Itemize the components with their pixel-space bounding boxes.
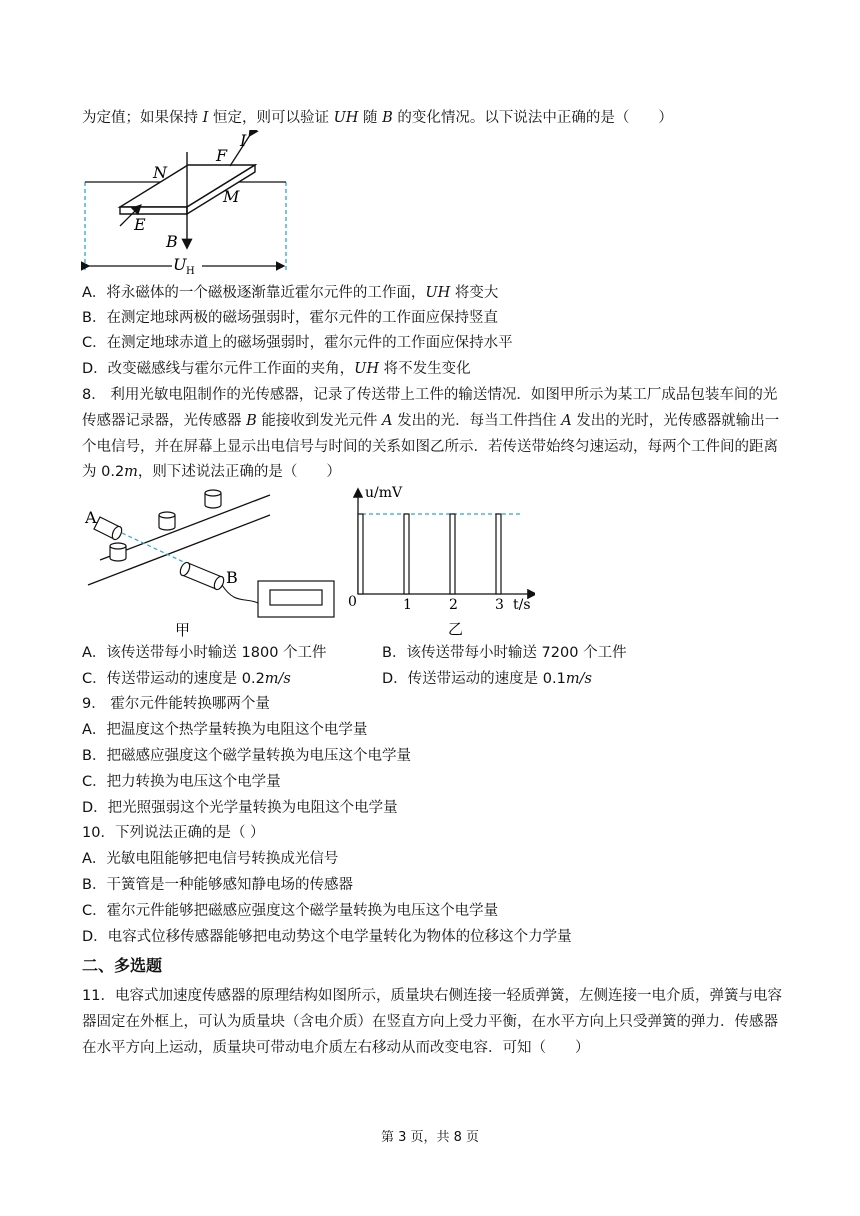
workpiece [159,512,175,530]
label-i: I [240,131,247,150]
q8-option-b: B．该传送带每小时输送 7200 个工件 [382,645,627,661]
q10-option-a: A．光敏电阻能够把电信号转换成光信号 [82,851,339,867]
q7-option-a: A．将永磁体的一个磁极逐渐靠近霍尔元件的工作面，UH 将变大 [82,285,499,301]
recorder-box [258,581,334,617]
signal-pulse [450,514,455,594]
page-footer: 第 3 页，共 8 页 [380,1130,480,1145]
signal-chart [345,482,535,640]
conveyor-figure [80,485,345,640]
light-source-a [94,517,124,541]
x-tick-label: 3 [495,597,504,613]
y-axis-label: u/mV [365,485,403,501]
label-e: E [134,215,146,234]
q11-stem-line1: 11．电容式加速度传感器的原理结构如图所示，质量块右侧连接一轻质弹簧，左侧连接一电介质，弹簧与电容 [82,988,782,1004]
q9-option-c: C．把力转换为电压这个电学量 [82,774,281,790]
signal-pulse [358,514,363,594]
q8-option-c: C．传送带运动的速度是 0.2m/s [82,671,291,687]
x-tick-label: 2 [449,597,458,613]
signal-pulse [496,514,501,594]
q7-stem-tail: 为定值；如果保持 I 恒定，则可以验证 UH 随 B 的变化情况。以下说法中正确的是（ ） [82,110,673,126]
q10-option-b: B．干簧管是一种能够感知静电场的传感器 [82,877,353,893]
q10-option-d: D．电容式位移传感器能够把电动势这个电学量转化为物体的位移这个力学量 [82,929,572,945]
label-n: N [153,163,167,182]
workpiece [110,543,126,561]
q8-stem-line2: 传感器记录器，光传感器 B 能接收到发光元件 A 发出的光．每当工件挡住 A 发出的光时，光传感器就输出一 [82,413,780,429]
sensor-b [178,561,225,591]
origin-label: 0 [348,594,357,610]
q8-stem-line3: 个电信号，并在屏幕上显示出电信号与时间的关系如图乙所示．若传送带始终匀速运动，每两个工件间的距离 [82,439,778,455]
signal-pulse [404,514,409,594]
q7-option-d: D．改变磁感线与霍尔元件工作面的夹角，UH 将不发生变化 [82,361,471,377]
q11-stem-line2: 器固定在外框上，可认为质量块（含电介质）在竖直方向上受力平衡，在水平方向上只受弹簧的弹力．传感器 [82,1014,778,1030]
label-uh-sub: H [186,266,195,277]
caption-yi: 乙 [448,620,464,638]
q8-stem-line4: 为 0.2m，则下述说法正确的是（ ） [82,464,341,480]
label-a: A [85,508,97,527]
q9-option-d: D．把光照强弱这个光学量转换为电阻这个电学量 [82,800,398,816]
q9-option-b: B．把磁感应强度这个磁学量转换为电压这个电学量 [82,748,411,764]
q7-option-b: B．在测定地球两极的磁场强弱时，霍尔元件的工作面应保持竖直 [82,310,498,326]
caption-jia: 甲 [175,621,191,639]
q7-option-c: C．在测定地球赤道上的磁场强弱时，霍尔元件的工作面应保持水平 [82,335,513,351]
q8-option-a: A．该传送带每小时输送 1800 个工件 [82,645,327,661]
label-uh: U [173,255,187,274]
q9-stem: 9． 霍尔元件能转换哪两个量 [82,696,270,712]
q10-option-c: C．霍尔元件能够把磁感应强度这个磁学量转换为电压这个电学量 [82,903,499,919]
q8-stem-line1: 8． 利用光敏电阻制作的光传感器，记录了传送带上工件的输送情况．如图甲所示为某工厂成品包装车间的光 [82,387,778,403]
label-b: B [226,568,238,587]
workpiece [205,490,221,508]
label-f: F [216,146,228,165]
label-b: B [166,232,178,251]
x-axis-label: t/s [513,597,531,613]
q11-stem-line3: 在水平方向上运动，质量块可带动电介质左右移动从而改变电容．可知（ ） [82,1040,590,1056]
q10-stem: 10．下列说法正确的是（ ） [82,825,265,841]
q8-option-d: D．传送带运动的速度是 0.1m/s [382,671,592,687]
label-m: M [223,187,240,206]
q9-option-a: A．把温度这个热学量转换为电阻这个电学量 [82,722,368,738]
section-heading-multiple-choice: 二、多选题 [82,956,163,975]
x-tick-label: 1 [403,597,412,613]
hall-element-figure [80,130,295,278]
